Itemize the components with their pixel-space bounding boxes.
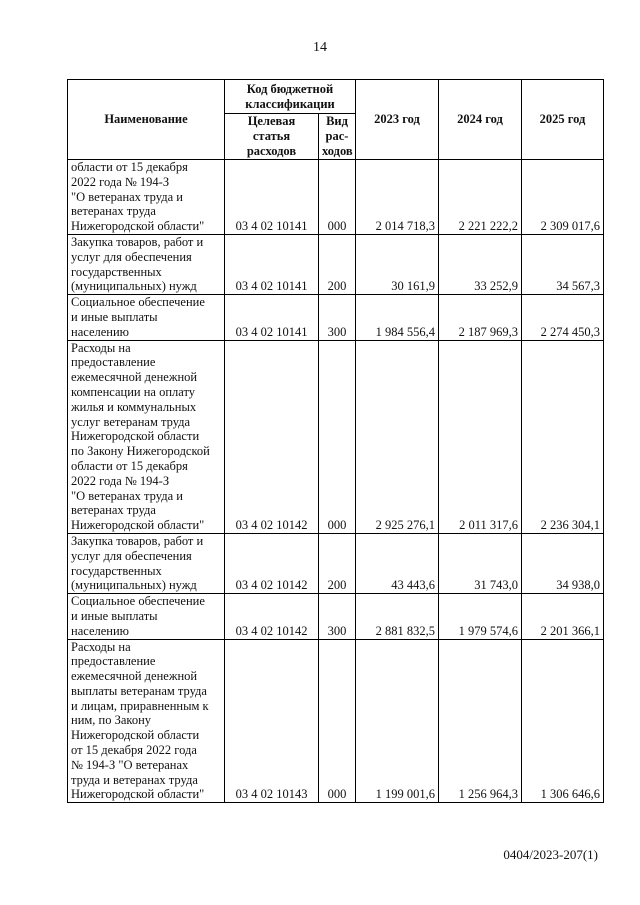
row-expense-type: 300 bbox=[319, 594, 356, 639]
row-target-article: 03 4 02 10141 bbox=[225, 295, 319, 340]
row-value-2025: 2 309 017,6 bbox=[522, 160, 604, 235]
row-expense-type: 000 bbox=[319, 639, 356, 803]
row-expense-type: 000 bbox=[319, 340, 356, 533]
row-target-article: 03 4 02 10142 bbox=[225, 340, 319, 533]
row-target-article: 03 4 02 10142 bbox=[225, 594, 319, 639]
row-name: Расходы на предоставление ежемесячной денежной компенсации на оплату жилья и коммунальных услуг ветеранам труда Нижегородской области по Закону Нижегородской области от 15 декабря 2022 года № 194-З "О ветеранах труда и ветеранах труда Нижегородской области" bbox=[68, 340, 225, 533]
header-expense-type: Вид рас- ходов bbox=[319, 114, 356, 160]
table-row bbox=[68, 594, 604, 639]
row-value-2025: 34 938,0 bbox=[522, 533, 604, 593]
row-target-article: 03 4 02 10141 bbox=[225, 160, 319, 235]
row-value-2023: 2 014 718,3 bbox=[356, 160, 439, 235]
row-value-2023: 2 925 276,1 bbox=[356, 340, 439, 533]
row-value-2024: 1 256 964,3 bbox=[439, 639, 522, 803]
table-row bbox=[68, 533, 604, 593]
row-name: Социальное обеспечение и иные выплаты населению bbox=[68, 594, 225, 639]
row-name: области от 15 декабря 2022 года № 194-З "О ветеранах труда и ветеранах труда Нижегородской области" bbox=[68, 160, 225, 235]
page-number: 14 bbox=[313, 40, 327, 55]
budget-table bbox=[67, 79, 604, 803]
row-value-2024: 33 252,9 bbox=[439, 234, 522, 294]
row-name: Расходы на предоставление ежемесячной денежной выплаты ветеранам труда и лицам, приравненным к ним, по Закону Нижегородской области от 15 декабря 2022 года № 194-З "О ветеранах труда и ветеранах труда Нижегородской области" bbox=[68, 639, 225, 803]
row-value-2025: 2 201 366,1 bbox=[522, 594, 604, 639]
row-value-2023: 30 161,9 bbox=[356, 234, 439, 294]
row-value-2024: 2 187 969,3 bbox=[439, 295, 522, 340]
row-value-2023: 2 881 832,5 bbox=[356, 594, 439, 639]
row-name: Социальное обеспечение и иные выплаты населению bbox=[68, 295, 225, 340]
row-value-2025: 2 236 304,1 bbox=[522, 340, 604, 533]
header-2025: 2025 год bbox=[522, 80, 604, 160]
row-value-2023: 43 443,6 bbox=[356, 533, 439, 593]
row-name: Закупка товаров, работ и услуг для обеспечения государственных (муниципальных) нужд bbox=[68, 234, 225, 294]
row-value-2024: 1 979 574,6 bbox=[439, 594, 522, 639]
header-name: Наименование bbox=[68, 80, 225, 160]
row-value-2025: 34 567,3 bbox=[522, 234, 604, 294]
row-value-2025: 2 274 450,3 bbox=[522, 295, 604, 340]
header-2024: 2024 год bbox=[439, 80, 522, 160]
row-value-2024: 2 221 222,2 bbox=[439, 160, 522, 235]
row-value-2024: 31 743,0 bbox=[439, 533, 522, 593]
row-target-article: 03 4 02 10142 bbox=[225, 533, 319, 593]
row-expense-type: 200 bbox=[319, 533, 356, 593]
row-expense-type: 000 bbox=[319, 160, 356, 235]
row-expense-type: 200 bbox=[319, 234, 356, 294]
table-row bbox=[68, 340, 604, 533]
row-target-article: 03 4 02 10143 bbox=[225, 639, 319, 803]
table-row bbox=[68, 234, 604, 294]
header-2023: 2023 год bbox=[356, 80, 439, 160]
table-body bbox=[68, 160, 604, 803]
row-value-2023: 1 984 556,4 bbox=[356, 295, 439, 340]
table-row bbox=[68, 639, 604, 803]
row-value-2025: 1 306 646,6 bbox=[522, 639, 604, 803]
table-row bbox=[68, 160, 604, 235]
header-code-group: Код бюджетной классификации bbox=[225, 80, 356, 114]
row-name: Закупка товаров, работ и услуг для обеспечения государственных (муниципальных) нужд bbox=[68, 533, 225, 593]
row-expense-type: 300 bbox=[319, 295, 356, 340]
row-target-article: 03 4 02 10141 bbox=[225, 234, 319, 294]
table-row bbox=[68, 295, 604, 340]
row-value-2024: 2 011 317,6 bbox=[439, 340, 522, 533]
document-code: 0404/2023-207(1) bbox=[503, 847, 598, 862]
row-value-2023: 1 199 001,6 bbox=[356, 639, 439, 803]
header-target-article: Целевая статья расходов bbox=[225, 114, 319, 160]
